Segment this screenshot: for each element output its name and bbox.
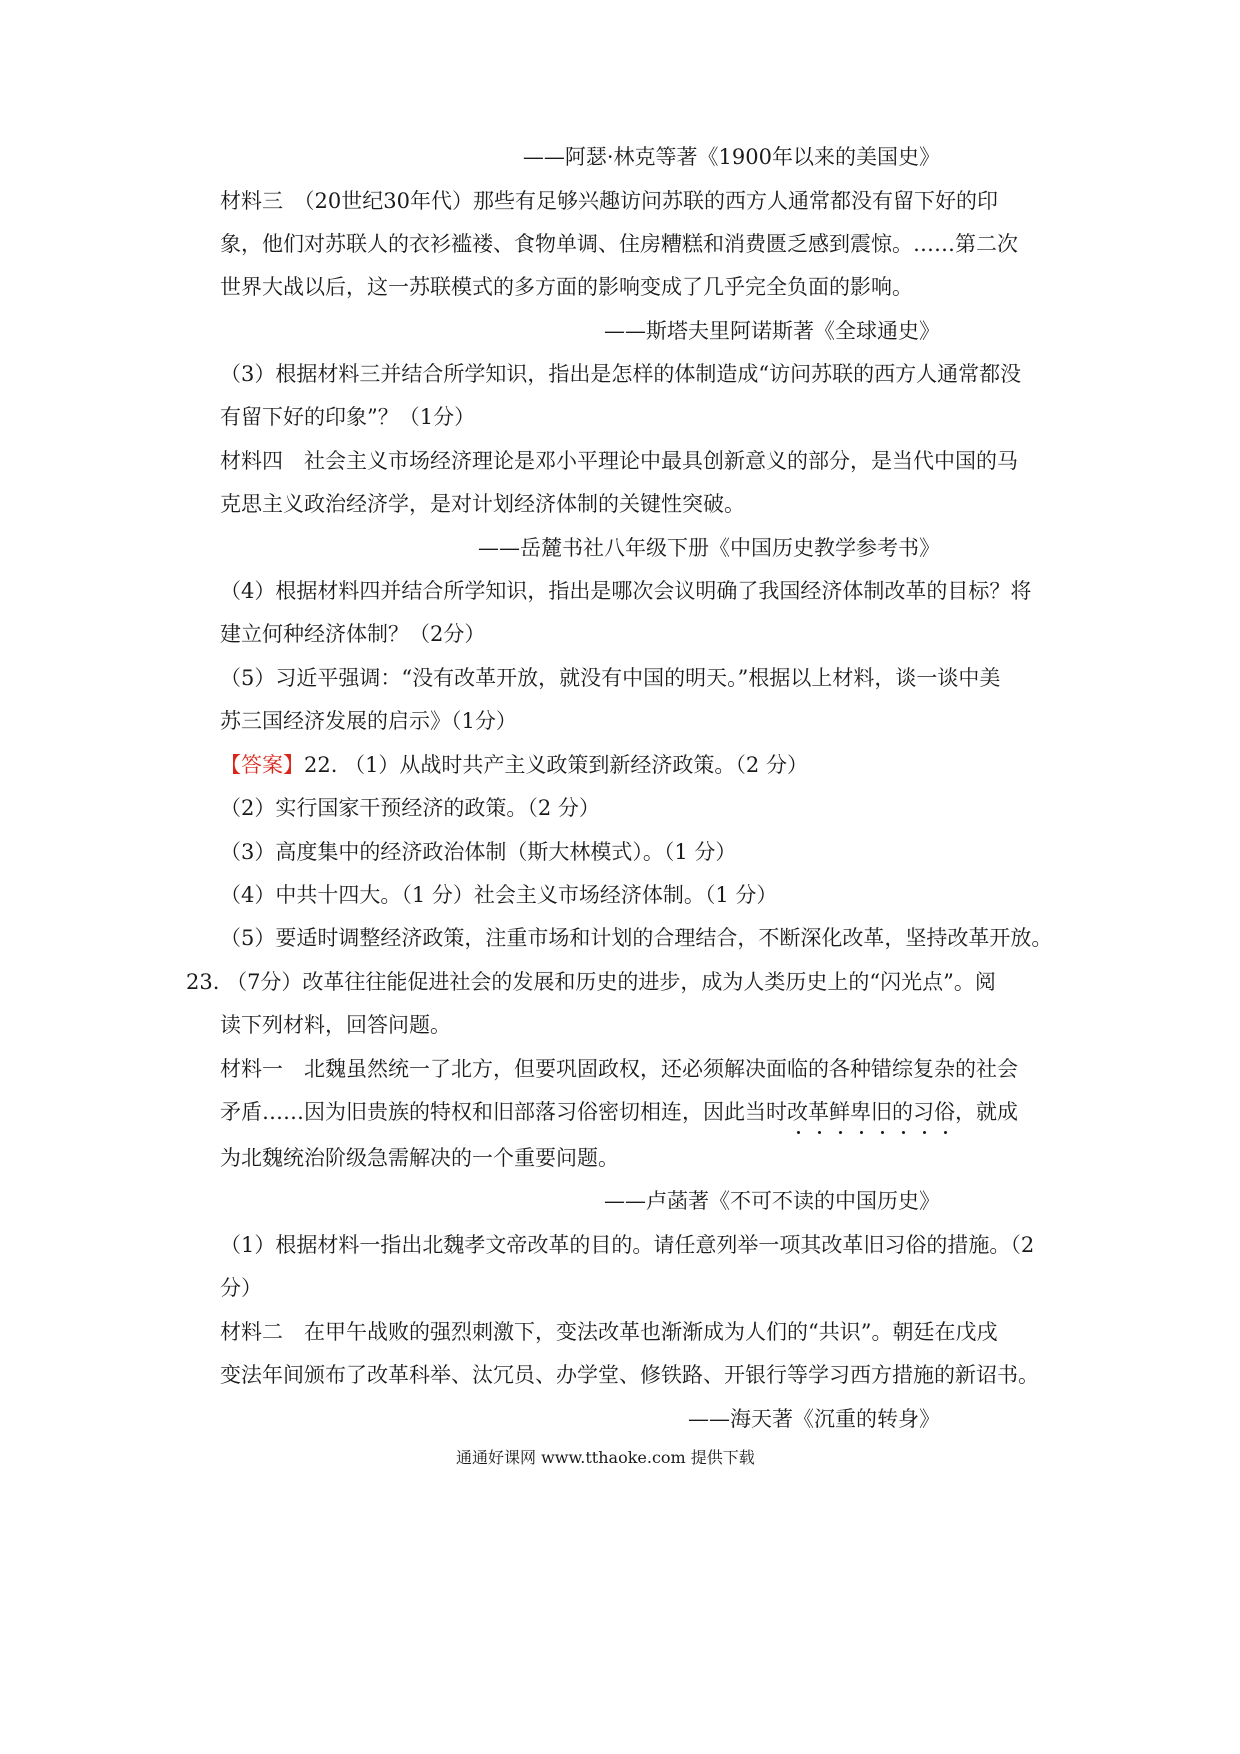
question-5-line-1: （5）习近平强调：“没有改革开放，就没有中国的明天。”根据以上材料，谈一谈中美 xyxy=(220,666,1001,690)
page-footer: 通通好课网 www.tthaoke.com 提供下载 xyxy=(456,1448,755,1467)
material-2-line-2: 变法年间颁布了改革科举、汰冗员、办学堂、修铁路、开银行等学习西方措施的新诏书。 xyxy=(220,1363,1039,1387)
answer-tag: 【答案】 xyxy=(220,753,304,777)
material-3-line-3: 世界大战以后，这一苏联模式的多方面的影响变成了几乎完全负面的影响。 xyxy=(220,275,913,299)
material-4-line-1: 材料四 社会主义市场经济理论是邓小平理论中最具创新意义的部分，是当代中国的马 xyxy=(220,449,1018,473)
source-citation: ——岳麓书社八年级下册《中国历史教学参考书》 xyxy=(478,536,940,560)
question-4-line-2: 建立何种经济体制？（2分） xyxy=(220,622,486,646)
question-23-1-line-2: 分） xyxy=(220,1276,262,1300)
emphasized-text: 改革鲜卑旧的习俗 xyxy=(787,1100,955,1124)
answer-line-1 xyxy=(220,750,808,780)
material-4-line-2: 克思主义政治经济学，是对计划经济体制的关键性突破。 xyxy=(220,492,745,516)
question-23-line-2: 读下列材料，回答问题。 xyxy=(220,1013,451,1037)
material-1-text-end: ，就成 xyxy=(955,1100,1018,1124)
source-citation: ——海天著《沉重的转身》 xyxy=(688,1407,940,1431)
question-23-line-1: 23. （7分）改革往往能促进社会的发展和历史的进步，成为人类历史上的“闪光点”。阅 xyxy=(186,970,996,994)
answer-line-4: （4）中共十四大。（1 分）社会主义市场经济体制。（1 分） xyxy=(220,883,778,907)
question-5-line-2: 苏三国经济发展的启示》（1分） xyxy=(220,709,517,733)
question-3-line-2: 有留下好的印象”？（1分） xyxy=(220,405,476,429)
material-2-line-1: 材料二 在甲午战败的强烈刺激下，变法改革也渐渐成为人们的“共识”。朝廷在戊戌 xyxy=(220,1320,998,1344)
material-1-text: 矛盾……因为旧贵族的特权和旧部落习俗密切相连，因此当时 xyxy=(220,1100,787,1124)
source-citation: ——卢菡著《不可不读的中国历史》 xyxy=(604,1189,940,1213)
answer-line-3: （3）高度集中的经济政治体制（斯大林模式）。（1 分） xyxy=(220,840,737,864)
material-1-line-2 xyxy=(220,1097,1018,1127)
answer-line-2: （2）实行国家干预经济的政策。（2 分） xyxy=(220,796,600,820)
answer-line-5: （5）要适时调整经济政策，注重市场和计划的合理结合，不断深化改革，坚持改革开放。 xyxy=(220,926,1053,950)
answer-text: 22. （1）从战时共产主义政策到新经济政策。（2 分） xyxy=(304,753,808,777)
material-1-line-1: 材料一 北魏虽然统一了北方，但要巩固政权，还必须解决面临的各种错综复杂的社会 xyxy=(220,1057,1018,1081)
source-citation: ——斯塔夫里阿诺斯著《全球通史》 xyxy=(604,319,940,343)
source-citation: ——阿瑟·林克等著《1900年以来的美国史》 xyxy=(522,145,940,169)
question-3-line-1: （3）根据材料三并结合所学知识，指出是怎样的体制造成“访问苏联的西方人通常都没 xyxy=(220,362,1022,386)
material-3-line-2: 象，他们对苏联人的衣衫褴褛、食物单调、住房糟糕和消费匮乏感到震惊。……第二次 xyxy=(220,232,1018,256)
question-4-line-1: （4）根据材料四并结合所学知识，指出是哪次会议明确了我国经济体制改革的目标？将 xyxy=(220,579,1032,603)
question-23-1-line-1: （1）根据材料一指出北魏孝文帝改革的目的。请任意列举一项其改革旧习俗的措施。（2 xyxy=(220,1233,1035,1257)
material-3-line-1: 材料三 （20世纪30年代）那些有足够兴趣访问苏联的西方人通常都没有留下好的印 xyxy=(220,189,998,213)
material-1-line-3: 为北魏统治阶级急需解决的一个重要问题。 xyxy=(220,1146,619,1170)
